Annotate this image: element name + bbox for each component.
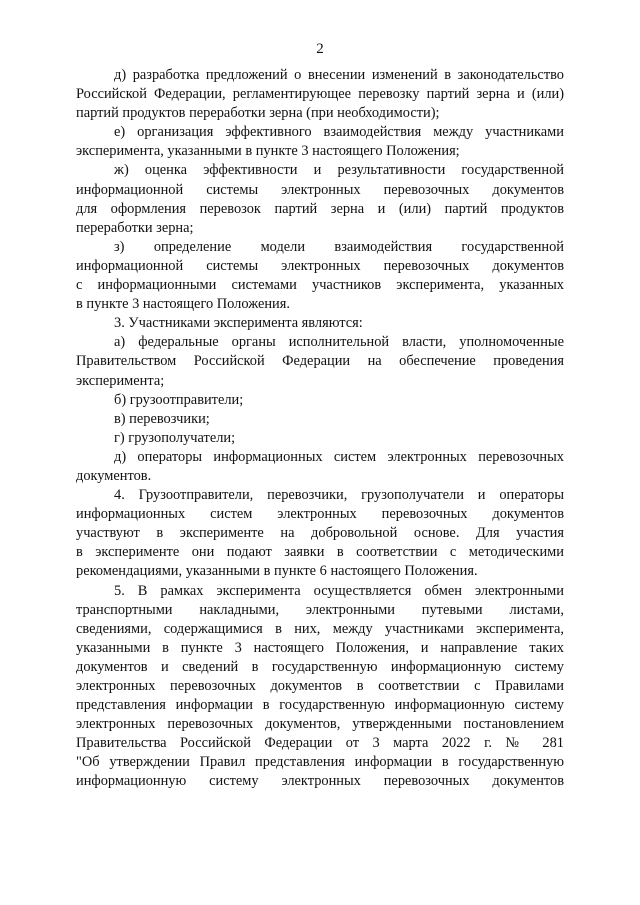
text-line: документов. [76,467,152,484]
text-line: в пункте 3 настоящего Положения. [76,296,290,313]
text-line: 3. Участниками эксперимента являются: [114,315,363,332]
text-line: г) грузополучатели; [114,429,236,446]
text-line: информационных систем электронных перевозочных документов [76,506,564,523]
text-line: информационной системы электронных перевозочных документов [76,257,564,274]
text-line: а) федеральные органы исполнительной власти, уполномоченные [114,334,564,351]
text-line: б) грузоотправители; [114,391,244,408]
text-line: е) организация эффективного взаимодействия между участниками [114,124,564,141]
text-line: рекомендациями, указанными в пункте 6 настоящего Положения. [76,563,478,580]
text-line: в эксперименте они подают заявки в соответствии с методическими [76,544,564,561]
text-line: информационную систему электронных перевозочных документов [76,773,564,790]
text-line: ж) оценка эффективности и результативности государственной [114,162,564,179]
text-line: партий продуктов переработки зерна (при необходимости); [76,105,440,122]
text-line: электронных перевозочных документов, утвержденными постановлением [76,716,564,733]
text-line: электронных перевозочных документов в соответствии с Правилами [76,678,564,694]
text-line: "Об утверждении Правил представления информации в государственную [76,754,564,771]
text-line: д) операторы информационных систем электронных перевозочных [114,448,564,465]
text-line: в) перевозчики; [114,410,210,427]
text-line: 4. Грузоотправители, перевозчики, грузополучатели и операторы [114,487,564,504]
document-body [76,66,564,792]
page-number: 2 [316,41,324,57]
text-line: участвуют в эксперименте на добровольной основе. Для участия [76,525,564,542]
text-line: сведениями, содержащимися в них, между участниками эксперимента, [76,620,564,637]
text-line: переработки зерна; [76,219,194,236]
text-line: з) определение модели взаимодействия государственной [114,238,564,255]
text-line: указанными в пункте 3 настоящего Положения, и направление таких [76,639,564,656]
text-line: эксперимента, указанными в пункте 3 настоящего Положения; [76,143,460,160]
text-line: транспортными накладными, электронными путевыми листами, [76,601,564,618]
text-line: 5. В рамках эксперимента осуществляется обмен электронными [114,582,564,599]
text-line: Правительства Российской Федерации от 3 марта 2022 г. № 281 [76,735,564,752]
text-line: эксперимента; [76,372,165,389]
text-line: Правительством Российской Федерации на обеспечение проведения [76,353,564,370]
text-line: представления информации в государственную информационную систему [76,697,564,714]
text-line: с информационными системами участников эксперимента, указанных [76,277,564,294]
text-line: Российской Федерации, регламентирующее перевозку партий зерна и (или) [76,86,564,103]
text-line: информационной системы электронных перевозочных документов [76,181,564,198]
text-line: для оформления перевозок партий зерна и (или) партий продуктов [76,200,564,217]
text-line: д) разработка предложений о внесении изменений в законодательство [114,67,564,83]
text-line: документов и сведений в государственную информационную систему [76,658,564,675]
